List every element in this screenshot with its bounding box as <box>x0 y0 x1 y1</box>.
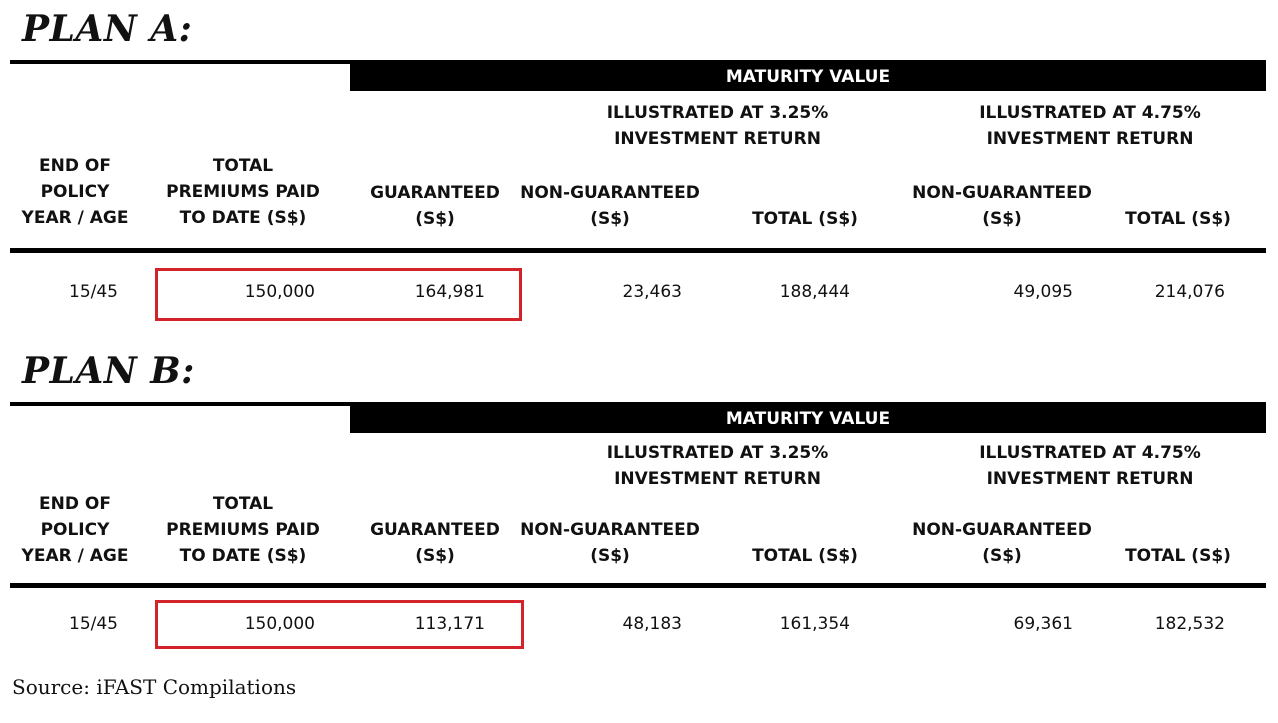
cell-year-age: 15/45 <box>69 614 118 634</box>
plan-title: PLAN A: <box>22 8 193 50</box>
cell-total-high: 214,076 <box>1154 282 1225 302</box>
table-header-rule <box>10 583 1266 588</box>
col-non-guaranteed-high: NON-GUARANTEED (S$) <box>912 520 1092 566</box>
col-total-high: TOTAL (S$) <box>1125 209 1231 229</box>
col-guaranteed: GUARANTEED (S$) <box>370 183 500 229</box>
maturity-value-header: MATURITY VALUE <box>350 405 1266 433</box>
cell-total-premiums: 150,000 <box>244 282 315 302</box>
plan-title: PLAN B: <box>22 350 195 392</box>
table-header-rule <box>10 248 1266 253</box>
illustrated-low-header: ILLUSTRATED AT 3.25% INVESTMENT RETURN <box>606 443 829 489</box>
col-non-guaranteed-low: NON-GUARANTEED (S$) <box>520 520 700 566</box>
cell-total-low: 161,354 <box>779 614 850 634</box>
illustrated-low-header: ILLUSTRATED AT 3.25% INVESTMENT RETURN <box>606 103 829 149</box>
col-non-guaranteed-high: NON-GUARANTEED (S$) <box>912 183 1092 229</box>
col-total-premiums: TOTAL PREMIUMS PAID TO DATE (S$) <box>166 156 320 228</box>
cell-total-high: 182,532 <box>1154 614 1225 634</box>
cell-total-premiums: 150,000 <box>244 614 315 634</box>
illustrated-high-header: ILLUSTRATED AT 4.75% INVESTMENT RETURN <box>979 103 1201 149</box>
col-end-of-policy: END OF POLICY YEAR / AGE <box>21 494 129 566</box>
cell-guaranteed: 113,171 <box>414 614 485 634</box>
cell-total-low: 188,444 <box>779 282 850 302</box>
col-total-high: TOTAL (S$) <box>1125 546 1231 566</box>
col-total-low: TOTAL (S$) <box>752 209 858 229</box>
col-total-premiums: TOTAL PREMIUMS PAID TO DATE (S$) <box>166 494 320 566</box>
col-non-guaranteed-low: NON-GUARANTEED (S$) <box>520 183 700 229</box>
col-guaranteed: GUARANTEED (S$) <box>370 520 500 566</box>
cell-non-guaranteed-high: 49,095 <box>1013 282 1073 302</box>
cell-year-age: 15/45 <box>69 282 118 302</box>
illustrated-high-header: ILLUSTRATED AT 4.75% INVESTMENT RETURN <box>979 443 1201 489</box>
cell-non-guaranteed-high: 69,361 <box>1013 614 1073 634</box>
maturity-value-header: MATURITY VALUE <box>350 63 1266 91</box>
cell-non-guaranteed-low: 48,183 <box>622 614 682 634</box>
cell-guaranteed: 164,981 <box>414 282 485 302</box>
cell-non-guaranteed-low: 23,463 <box>622 282 682 302</box>
col-total-low: TOTAL (S$) <box>752 546 858 566</box>
col-end-of-policy: END OF POLICY YEAR / AGE <box>21 156 129 228</box>
source-note: Source: iFAST Compilations <box>12 675 297 699</box>
